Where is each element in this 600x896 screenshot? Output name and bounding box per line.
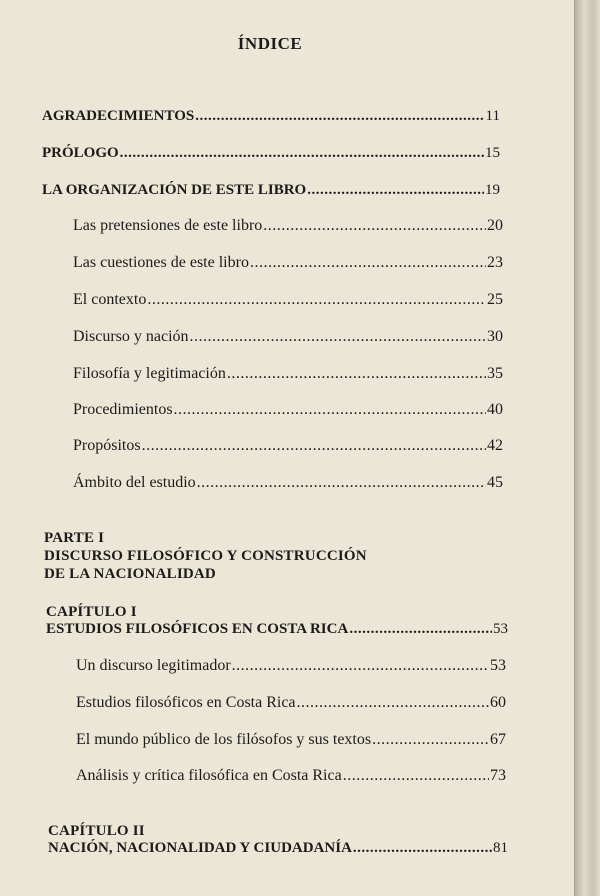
dot-leader [197,474,486,492]
toc-subentry[interactable] [76,694,506,712]
dot-leader [307,182,484,199]
toc-page-number: 45 [487,474,503,491]
toc-entry-agradecimientos[interactable] [42,108,500,125]
toc-subentry[interactable] [73,474,503,492]
toc-entry-label: El mundo público de los filósofos y sus textos [76,731,372,748]
toc-subentry[interactable] [73,401,503,419]
toc-page-number: 25 [487,291,503,308]
toc-subentry[interactable] [76,767,506,785]
dot-leader [147,291,486,309]
dot-leader [142,437,486,455]
dot-leader [349,621,492,638]
dot-leader [297,694,489,712]
chapter-label: CAPÍTULO II [48,823,145,839]
toc-subentry[interactable] [73,365,503,383]
toc-subentry[interactable] [76,657,506,675]
toc-page-number: 30 [487,328,503,345]
toc-entry-label: Filosofía y legitimación [73,365,226,382]
toc-entry-label: El contexto [73,291,147,308]
toc-subentry[interactable] [73,254,503,272]
toc-subentry[interactable] [73,291,503,309]
toc-subentry[interactable] [73,217,503,235]
toc-entry-label: LA ORGANIZACIÓN DE ESTE LIBRO [42,182,307,198]
toc-entry-label: NACIÓN, NACIONALIDAD Y CIUDADANÍA [48,840,352,856]
toc-entry-label: Análisis y crítica filosófica en Costa Rica [76,767,342,784]
dot-leader [353,840,492,857]
dot-leader [190,328,486,346]
toc-entry-label: Las cuestiones de este libro [73,254,249,271]
toc-page-number: 35 [487,365,503,382]
toc-page-number: 42 [487,437,503,454]
toc-page-number: 67 [490,731,506,748]
toc-page-number: 60 [490,694,506,711]
toc-entry-label: PRÓLOGO [42,145,119,161]
toc-subentry[interactable] [73,437,503,455]
page-stack-edge [574,0,600,896]
dot-leader [343,767,489,785]
part-title-line1: DISCURSO FILOSÓFICO Y CONSTRUCCIÓN [44,548,367,564]
toc-entry-prologo[interactable] [42,145,500,162]
dot-leader [263,217,486,235]
dot-leader [120,145,484,162]
toc-entry-label: AGRADECIMIENTOS [42,108,195,124]
toc-page-number: 20 [487,217,503,234]
toc-entry-label: Procedimientos [73,401,173,418]
toc-entry-organizacion[interactable] [42,182,500,199]
toc-page-number: 53 [490,657,506,674]
toc-page-number: 81 [493,840,508,856]
toc-page-number: 15 [485,145,500,161]
toc-entry-chapter2[interactable] [48,840,508,857]
dot-leader [232,657,489,675]
toc-entry-label: Propósitos [73,437,141,454]
dot-leader [227,365,486,383]
toc-entry-label: Un discurso legitimador [76,657,231,674]
part-title-line2: DE LA NACIONALIDAD [44,566,216,582]
toc-entry-label: Estudios filosóficos en Costa Rica [76,694,296,711]
toc-entry-label: ESTUDIOS FILOSÓFICOS EN COSTA RICA [46,621,349,637]
toc-page-number: 40 [487,401,503,418]
index-title: ÍNDICE [237,34,303,53]
toc-page-number: 53 [493,621,508,637]
dot-leader [174,401,486,419]
toc-page-number: 73 [490,767,506,784]
toc-subentry[interactable] [73,328,503,346]
dot-leader [195,108,484,125]
toc-entry-label: Ámbito del estudio [73,474,196,491]
toc-entry-chapter1[interactable] [46,621,508,638]
chapter-label: CAPÍTULO I [46,604,137,620]
dot-leader [250,254,486,272]
toc-entry-label: Las pretensiones de este libro [73,217,263,234]
dot-leader [372,731,489,749]
toc-page-number: 19 [485,182,500,198]
toc-entry-label: Discurso y nación [73,328,189,345]
part-label: PARTE I [44,530,105,546]
toc-page-number: 11 [485,108,500,124]
toc-subentry[interactable] [76,731,506,749]
toc-page-number: 23 [487,254,503,271]
